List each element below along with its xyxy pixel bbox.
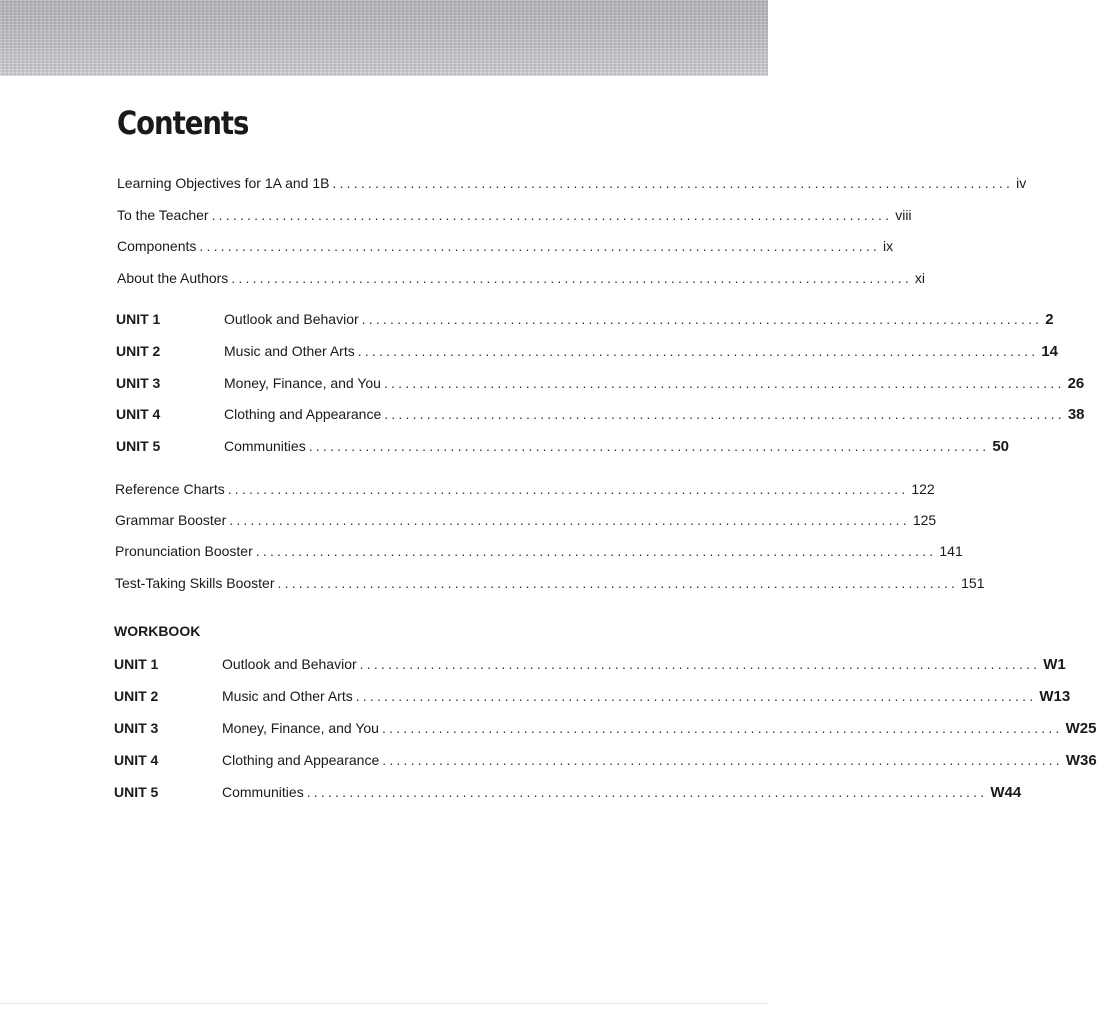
dot-leader: ................................................................................................ — [381, 720, 1063, 736]
dot-leader: ................................................................................................ — [306, 784, 988, 800]
workbook-unit-2[interactable] — [114, 688, 1071, 708]
dot-leader: ................................................................................................ — [359, 656, 1041, 672]
toc-entry-reference-charts[interactable] — [115, 481, 935, 501]
dot-leader: ................................................................................................ — [382, 752, 1063, 768]
unit-page: W25 — [1065, 720, 1097, 737]
toc-entry-page: xi — [914, 270, 926, 286]
unit-page: 14 — [1041, 343, 1059, 360]
unit-title: Music and Other Arts — [224, 343, 355, 359]
toc-entry-about-the-authors[interactable] — [117, 270, 926, 290]
dot-leader: ................................................................................................ — [227, 481, 909, 497]
toc-entry-page: 125 — [912, 512, 937, 528]
unit-title: Clothing and Appearance — [224, 406, 382, 422]
toc-entry-label: Test-Taking Skills Booster — [115, 575, 275, 591]
toc-entry-label: To the Teacher — [117, 207, 209, 223]
unit-number: UNIT 5 — [114, 784, 159, 800]
dot-leader: ................................................................................................ — [361, 311, 1043, 327]
unit-number: UNIT 3 — [114, 720, 159, 736]
unit-number: UNIT 5 — [116, 438, 161, 454]
top-header-band — [0, 0, 768, 76]
page-title: Contents — [117, 104, 249, 142]
unit-title: Communities — [222, 784, 304, 800]
toc-entry-label: Pronunciation Booster — [115, 543, 253, 559]
toc-entry-label: About the Authors — [117, 270, 229, 286]
toc-entry-page: 141 — [939, 543, 963, 559]
dot-leader: ................................................................................................ — [199, 238, 880, 254]
toc-entry-page: viii — [895, 207, 912, 223]
dot-leader: ................................................................................................ — [332, 175, 1014, 191]
workbook-unit-5[interactable] — [114, 784, 1022, 804]
unit-page: W36 — [1065, 752, 1097, 769]
unit-title: Money, Finance, and You — [222, 720, 379, 736]
dot-leader: ................................................................................................ — [384, 406, 1065, 422]
toc-entry-label: Learning Objectives for 1A and 1B — [117, 175, 330, 191]
toc-entry-test-taking-skills-booster[interactable] — [115, 575, 985, 595]
workbook-unit-4[interactable] — [114, 752, 1097, 772]
workbook-unit-1[interactable] — [114, 656, 1066, 676]
workbook-unit-3[interactable] — [114, 720, 1097, 740]
toc-unit-1[interactable] — [116, 311, 1054, 331]
unit-number: UNIT 1 — [116, 311, 161, 327]
unit-page: W13 — [1039, 688, 1071, 705]
toc-entry-components[interactable] — [117, 238, 894, 258]
unit-number: UNIT 4 — [116, 406, 161, 422]
toc-unit-4[interactable] — [116, 406, 1085, 426]
toc-entry-page: ix — [883, 238, 894, 254]
toc-entry-to-the-teacher[interactable] — [117, 207, 912, 227]
unit-page: 26 — [1067, 375, 1085, 392]
unit-page: W1 — [1043, 656, 1066, 673]
unit-page: 50 — [992, 438, 1009, 455]
unit-title: Outlook and Behavior — [222, 656, 357, 672]
unit-page: W44 — [990, 784, 1022, 801]
dot-leader: ................................................................................................ — [383, 375, 1065, 391]
toc-entry-page: 122 — [911, 481, 935, 497]
toc-entry-pronunciation-booster[interactable] — [115, 543, 963, 563]
unit-title: Music and Other Arts — [222, 688, 353, 704]
dot-leader: ................................................................................................ — [308, 438, 990, 454]
dot-leader: ................................................................................................ — [255, 543, 937, 559]
toc-unit-5[interactable] — [116, 438, 1009, 458]
dot-leader: ................................................................................................ — [211, 207, 893, 223]
toc-entry-grammar-booster[interactable] — [115, 512, 937, 532]
toc-entry-label: Grammar Booster — [115, 512, 227, 528]
unit-page: 38 — [1067, 406, 1085, 423]
unit-number: UNIT 2 — [114, 688, 159, 704]
unit-number: UNIT 3 — [116, 375, 161, 391]
unit-number: UNIT 1 — [114, 656, 159, 672]
page-bottom-edge — [0, 1003, 768, 1004]
toc-entry-label: Components — [117, 238, 197, 254]
unit-title: Outlook and Behavior — [224, 311, 359, 327]
unit-title: Communities — [224, 438, 306, 454]
dot-leader: ................................................................................................ — [355, 688, 1037, 704]
toc-entry-page: iv — [1016, 175, 1027, 191]
toc-unit-2[interactable] — [116, 343, 1059, 363]
dot-leader: ................................................................................................ — [231, 270, 912, 286]
unit-page: 2 — [1045, 311, 1054, 328]
dot-leader: ................................................................................................ — [229, 512, 910, 528]
unit-title: Money, Finance, and You — [224, 375, 381, 391]
toc-unit-3[interactable] — [116, 375, 1085, 395]
unit-number: UNIT 4 — [114, 752, 159, 768]
dot-leader: ................................................................................................ — [357, 343, 1039, 359]
toc-entry-label: Reference Charts — [115, 481, 225, 497]
unit-title: Clothing and Appearance — [222, 752, 380, 768]
toc-entry-learning-objectives[interactable] — [117, 175, 1027, 195]
workbook-heading: WORKBOOK — [114, 623, 201, 639]
unit-number: UNIT 2 — [116, 343, 161, 359]
toc-entry-page: 151 — [961, 575, 985, 591]
dot-leader: ................................................................................................ — [277, 575, 959, 591]
